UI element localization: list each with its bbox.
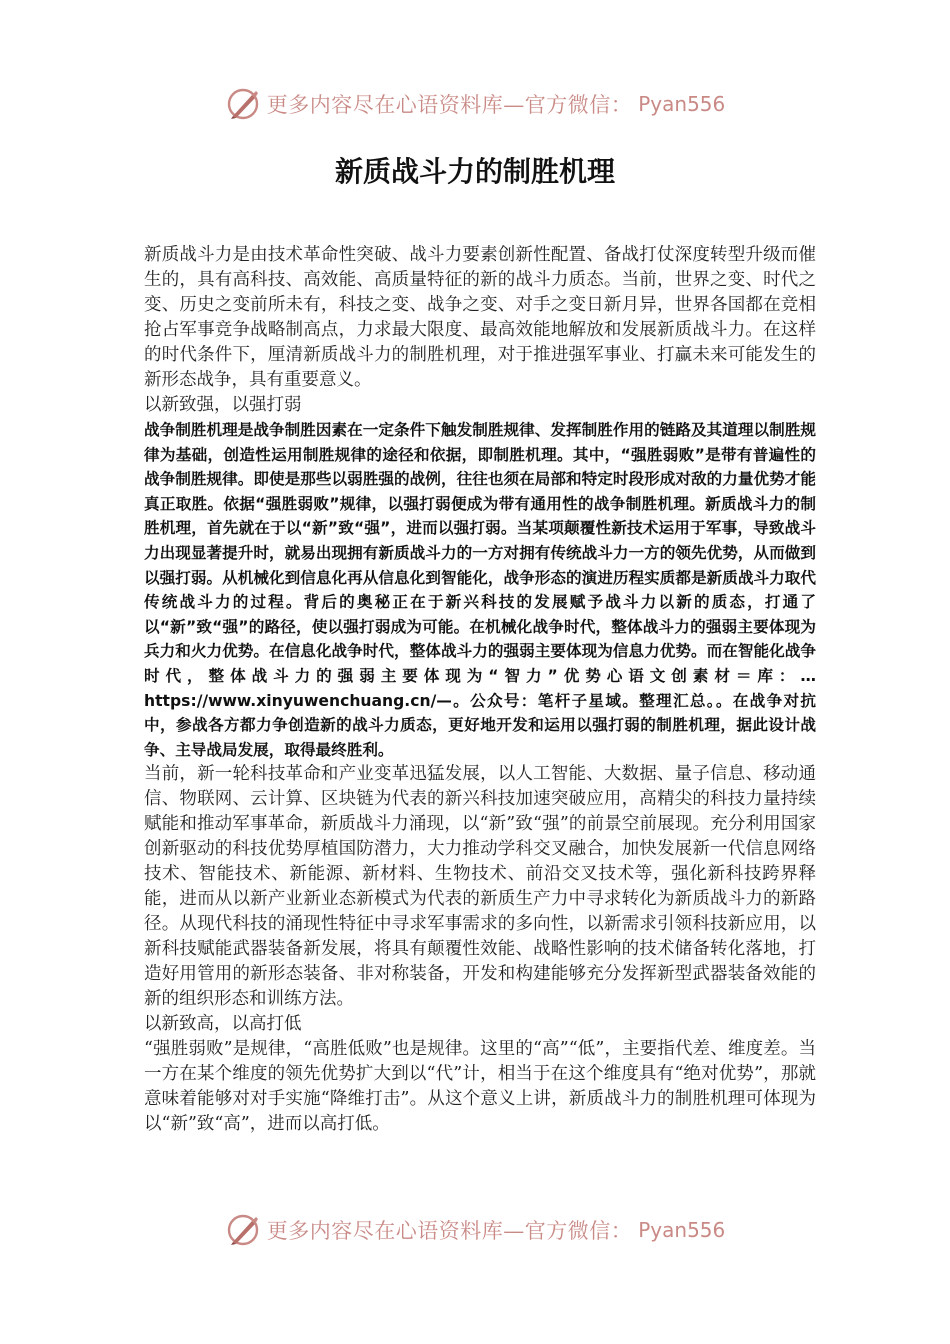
pen-logo-icon: [225, 1212, 261, 1248]
wechat-id: Pyan556: [638, 92, 726, 116]
section2-paragraph-1: “强胜弱败”是规律，“高胜低败”也是规律。这里的“高”“低”，主要指代差、维度差。当一方在某个维度的领先优势扩大到以“代”计，相当于在这个维度具有“绝对优势”，那就意味着能够对对手实施“降维打击”。从这个意义上讲，新质战斗力的制胜机理可体现为以“新”致“高”，进而以高打低。: [144, 1039, 816, 1135]
document-title: 新质战斗力的制胜机理: [334, 155, 615, 188]
section-heading-2: 以新致高，以高打低: [144, 1014, 302, 1035]
pen-logo-icon: [225, 86, 261, 122]
intro-paragraph: 新质战斗力是由技术革命性突破、战斗力要素创新性配置、备战打仗深度转型升级而催生的，具有高科技、高效能、高质量特征的新的战斗力质态。当前，世界之变、时代之变、历史之变前所未有，科技之变、战争之变、对手之变日新月异，世界各国都在竞相抢占军事竞争战略制高点，力求最大限度、最高效能地解放和发展新质战斗力。在这样的时代条件下，厘清新质战斗力的制胜机理，对于推进强军事业、打赢未来可能发生的新形态战争，具有重要意义。: [144, 245, 816, 390]
banner-text: 更多内容尽在心语资料库—官方微信：: [266, 1219, 633, 1243]
banner-text: 更多内容尽在心语资料库—官方微信：: [266, 93, 633, 117]
section1-paragraph-2: 当前，新一轮科技革命和产业变革迅猛发展，以人工智能、大数据、量子信息、移动通信、物联网、云计算、区块链为代表的新兴科技加速突破应用，高精尖的科技力量持续赋能和推动军事革命，新质战斗力涌现，以“新”致“强”的前景空前展现。充分利用国家创新驱动的科技优势厚植国防潜力，大力推动学科交叉融合，加快发展新一代信息网络技术、智能技术、新能源、新材料、生物技术、前沿交叉技术等，强化新科技跨界释能，进而从以新产业新业态新模式为代表的新质生产力中寻求转化为新质战斗力的新路径。从现代科技的涌现性特征中寻求军事需求的多向性，以新需求引领科技新应用，以新科技赋能武器装备新发展，将具有颠覆性效能、战略性影响的技术储备转化落地，打造好用管用的新形态装备、非对称装备，开发和构建能够充分发挥新型武器装备效能的新的组织形态和训练方法。: [144, 764, 816, 1010]
section-heading-1: 以新致强，以强打弱: [144, 395, 302, 415]
footer-banner: [0, 1210, 950, 1250]
wechat-id: Pyan556: [638, 1218, 726, 1242]
section1-paragraph-1: 战争制胜机理是战争制胜因素在一定条件下触发制胜规律、发挥制胜作用的链路及其道理以制胜规律为基础，创造性运用制胜规律的途径和依据，即制胜机理。其中，“强胜弱败”是带有普遍性的战争制胜规律。即使是那些以弱胜强的战例，往往也须在局部和特定时段形成对敌的力量优势才能真正取胜。依据“强胜弱败”规律，以强打弱便成为带有通用性的战争制胜机理。新质战斗力的制胜机理，首先就在于以“新”致“强”，进而以强打弱。当某项颠覆性新技术运用于军事，导致战斗力出现显著提升时，就易出现拥有新质战斗力的一方对拥有传统战斗力一方的领先优势，从而做到以强打弱。从机械化到信息化再从信息化到智能化，战争形态的演进历程实质都是新质战斗力取代传统战斗力的过程。背后的奥秘正在于新兴科技的发展赋予战斗力以新的质态，打通了以“新”致“强”的路径，使以强打弱成为可能。在机械化战争时代，整体战斗力的强弱主要体现为兵力和火力优势。在信息化战争时代，整体战斗力的强弱主要体现为信息力优势。而在智能化战争时代，整体战斗力的强弱主要体现为“智力”优势心语文创素材＝库：…https://www.xinyuwenchuang.cn/—。公众号：笔杆子星域。整理汇总。。在战争对抗中，参战各方都力争创造新的战斗力质态，更好地开发和运用以强打弱的制胜机理，据此设计战争、主导战局发展，取得最终胜利。: [144, 421, 816, 759]
header-banner: [0, 84, 950, 124]
document-body: [144, 243, 816, 1137]
